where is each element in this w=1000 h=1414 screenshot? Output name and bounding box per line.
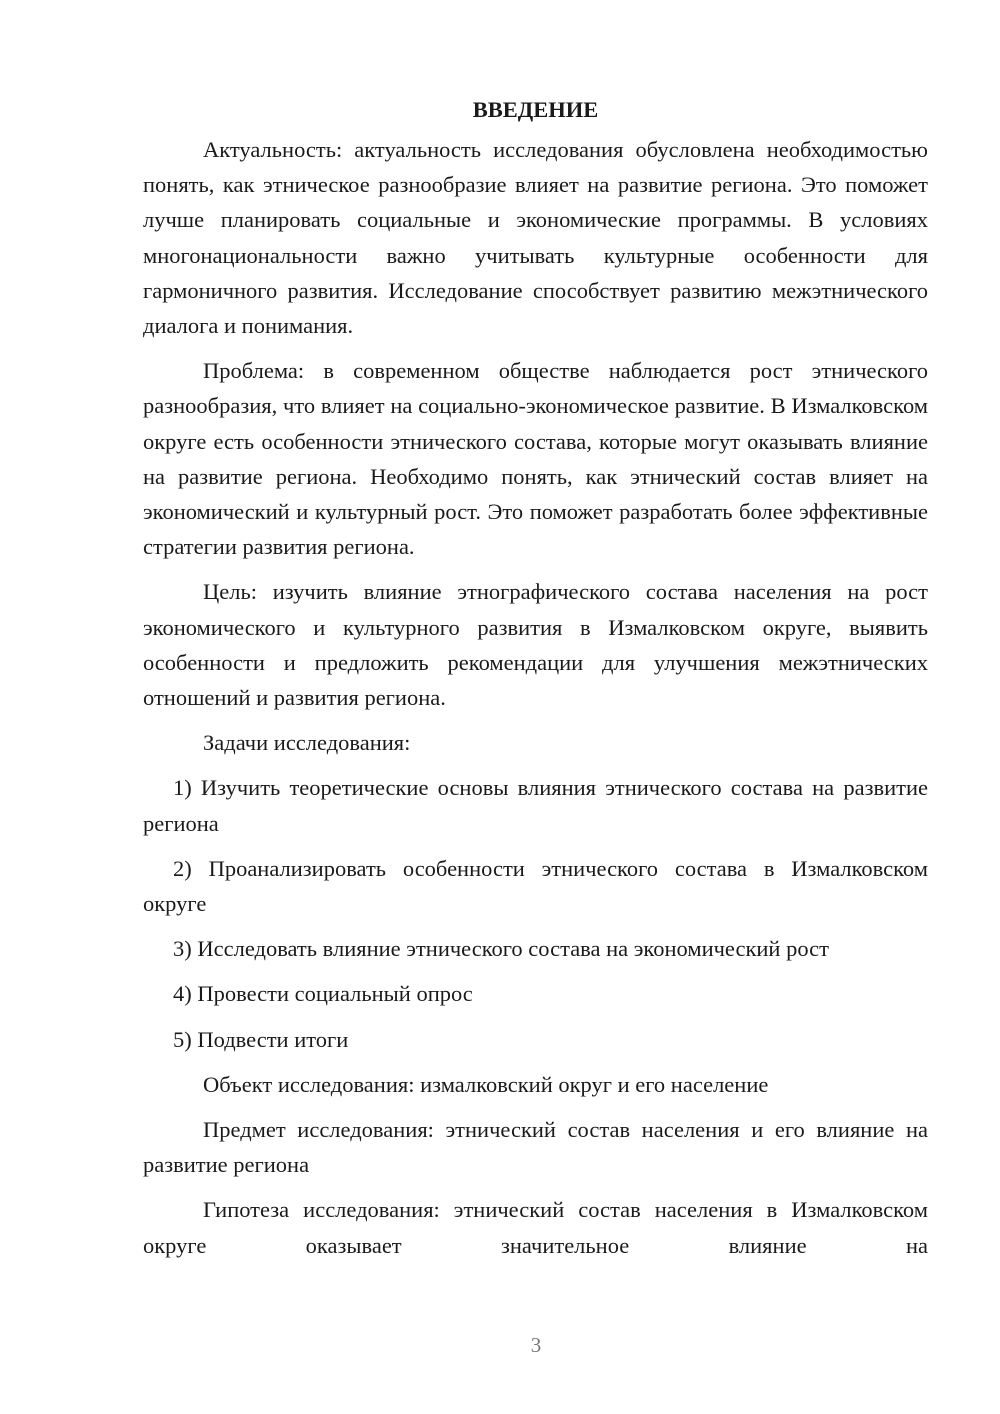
task-item-2: 2) Проанализировать особенности этнического состава в Измалковском округе: [143, 855, 928, 917]
tasks-title: Задачи исследования:: [203, 730, 411, 756]
paragraph-object: Объект исследования: измалковский округ и его население: [203, 1071, 769, 1097]
paragraph-subject: Предмет исследования: этнический состав населения и его влияние на развитие региона: [143, 1117, 928, 1178]
page-number: 3: [530, 1333, 542, 1357]
page-content: [143, 92, 928, 1273]
paragraph-goal: Цель: изучить влияние этнографического состава населения на рост экономического и культурного развития в Измалковском округе, выявить особенности и предложить рекомендации для улучшения межэтнических отношений и развития региона.: [143, 579, 928, 711]
paragraph-relevance: Актуальность: актуальность исследования обусловлена необходимостью понять, как этническое разнообразие влияет на развитие региона. Это поможет лучше планировать социальные и экономические программы. В условиях многонациональности важно учитывать культурные особенности для гармоничного развития. Исследование способствует развитию межэтнического диалога и понимания.: [143, 137, 928, 339]
task-item-1: 1) Изучить теоретические основы влияния этнического состава на развитие региона: [143, 775, 928, 836]
section-heading: ВВЕДЕНИЕ: [472, 97, 599, 122]
paragraph-problem: Проблема: в современном обществе наблюдается рост этнического разнообразия, что влияет на социально-экономическое развитие. В Измалковском округе есть особенности этнического состава, которые могут оказывать влияние на развитие региона. Необходимо понять, как этнический состав влияет на экономический и культурный рост. Это поможет разработать более эффективные стратегии развития региона.: [143, 358, 928, 560]
paragraph-hypothesis: Гипотеза исследования: этнический состав населения в Измалковском округе оказывает значительное влияние на: [143, 1197, 928, 1258]
task-item-4: 4) Провести социальный опрос: [173, 981, 473, 1007]
task-item-5: 5) Подвести итоги: [173, 1026, 349, 1052]
task-item-3: 3) Исследовать влияние этнического состава на экономический рост: [173, 936, 829, 962]
